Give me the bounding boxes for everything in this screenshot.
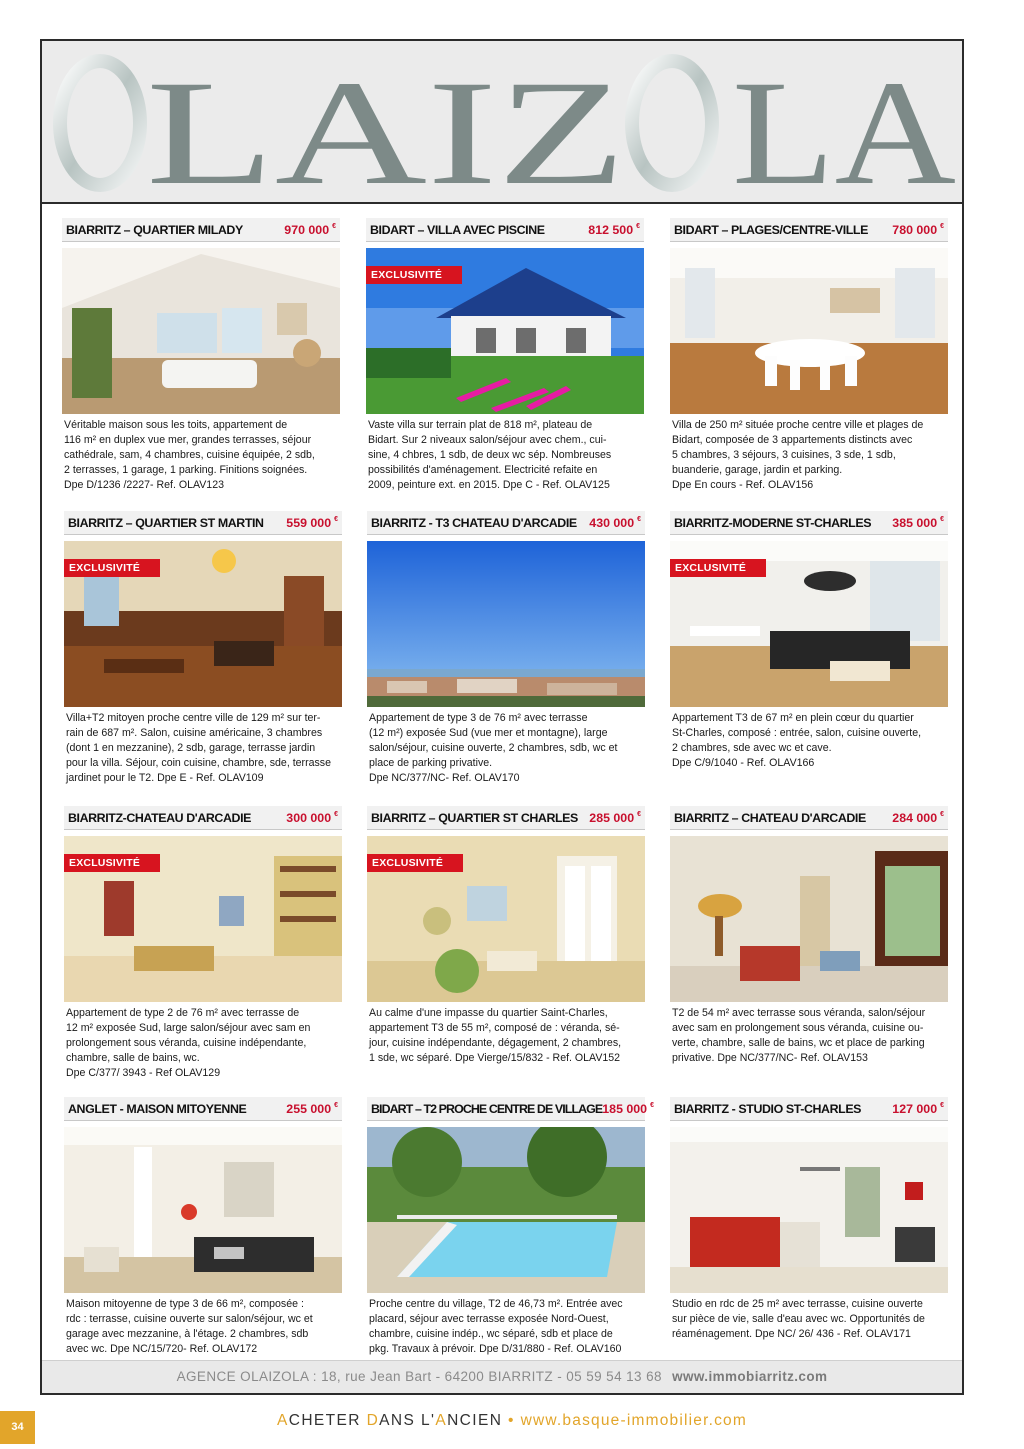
brand-header — [42, 41, 962, 204]
listing-card[interactable] — [64, 806, 342, 1081]
listing-card[interactable] — [64, 1097, 342, 1357]
listing-title: BIDART – PLAGES/CENTRE-VILLE — [674, 222, 868, 237]
listing-price: 300 000 € — [286, 810, 338, 825]
listing-title-bar — [62, 218, 340, 242]
property-photo[interactable] — [367, 836, 645, 1002]
listing-title: BIARRITZ – CHATEAU D'ARCADIE — [674, 810, 866, 825]
logo-ring-1 — [60, 61, 140, 185]
listing-description: Villa+T2 mitoyen proche centre ville de 129 m² sur ter- rain de 687 m². Salon, cuisine américaine, 3 chambres (dont 1 en mezzanine), 2 sdb, garage, terrasse jardin pour la villa. Séjour, coin cuisine, chambre, sde, terrasse jardinet pour le T2. Dpe E - Ref. OLAV109 — [66, 712, 331, 784]
agency-address: AGENCE OLAIZOLA : 18, rue Jean Bart - 64200 BIARRITZ - 05 59 54 13 68 — [176, 1369, 662, 1384]
listing-card[interactable] — [670, 1097, 948, 1342]
property-photo[interactable] — [64, 836, 342, 1002]
listing-title: BIDART – VILLA AVEC PISCINE — [370, 222, 545, 237]
listing-price: 430 000 € — [589, 515, 641, 530]
property-photo[interactable] — [670, 248, 948, 414]
listing-title-bar — [64, 1097, 342, 1121]
listing-price: 127 000 € — [892, 1101, 944, 1116]
property-photo[interactable] — [366, 248, 644, 414]
listing-title: BIARRITZ - STUDIO ST-CHARLES — [674, 1101, 862, 1116]
listing-title-bar — [64, 511, 342, 535]
listing-price: 285 000 € — [589, 810, 641, 825]
listing-title: BIARRITZ-CHATEAU D'ARCADIE — [68, 810, 251, 825]
listing-description: Villa de 250 m² située proche centre ville et plages de Bidart, composée de 3 appartements distincts avec 5 chambres, 3 séjours, 3 cuisines, 3 sde, 1 sdb, buanderie, garage, jardin et parking. Dpe En cours - Ref. OLAV156 — [672, 419, 924, 491]
listing-description: Véritable maison sous les toits, appartement de 116 m² en duplex vue mer, grandes terrasses, séjour cathédrale, sam, 4 chambres, cuisine équipée, 2 sdb, 2 terrasses, 1 garage, 1 parking. Finitions soignées. Dpe D/1236 /2227- Ref. OLAV123 — [64, 419, 315, 491]
listing-description: Vaste villa sur terrain plat de 818 m², plateau de Bidart. Sur 2 niveaux salon/séjour avec chem., cui- sine, 4 chbres, 1 sdb, de deux wc sép. Nombreuses possibilités d'aménagement. Electricité refaite en 2009, peinture ext. en 2015. Dpe C - Ref. OLAV125 — [368, 419, 612, 491]
exclusive-badge: EXCLUSIVITÉ — [64, 854, 160, 872]
listing-card[interactable] — [62, 218, 340, 493]
listing-title-bar — [670, 1097, 948, 1121]
exclusive-badge: EXCLUSIVITÉ — [367, 854, 463, 872]
property-photo[interactable] — [670, 836, 948, 1002]
listing-title: BIARRITZ - T3 CHATEAU D'ARCADIE — [371, 515, 577, 530]
listing-title: BIARRITZ-MODERNE ST-CHARLES — [674, 515, 872, 530]
property-photo[interactable] — [62, 248, 340, 414]
listing-card[interactable] — [366, 218, 644, 493]
listing-title-bar — [670, 511, 948, 535]
listing-description: Au calme d'une impasse du quartier Saint-Charles, appartement T3 de 55 m², composé de : véranda, sé- jour, cuisine indépendante, dégagement, 2 chambres, 1 sde, wc séparé. Dpe Vierge/15/832 - Ref. OLAV152 — [369, 1007, 622, 1064]
listing-description: Appartement T3 de 67 m² en plein cœur du quartier St-Charles, composé : entrée, salon, cuisine ouverte, 2 chambres, sde avec wc et cave. Dpe C/9/1040 - Ref. OLAV166 — [672, 712, 922, 769]
listing-description: Studio en rdc de 25 m² avec terrasse, cuisine ouverte sur pièce de vie, salle d'eau avec wc. Opportunités de réaménagement. Dpe NC/ 26/ 436 - Ref. OLAV171 — [672, 1298, 925, 1340]
logo-letters-la: LA — [732, 50, 956, 197]
exclusive-badge: EXCLUSIVITÉ — [366, 266, 462, 284]
listing-description: Appartement de type 2 de 76 m² avec terrasse de 12 m² exposée Sud, large salon/séjour avec sam en prolongement sous véranda, cuisine indépendante, chambre, salle de bains, wc. Dpe C/377/ 3943 - Ref OLAV129 — [66, 1007, 311, 1079]
listing-price: 185 000 € — [602, 1101, 654, 1116]
property-photo[interactable] — [64, 541, 342, 707]
logo-ring-2 — [632, 61, 712, 185]
exclusive-badge: EXCLUSIVITÉ — [64, 559, 160, 577]
listing-title-bar — [367, 1097, 654, 1121]
agency-contact-bar — [42, 1360, 962, 1393]
listing-title-bar — [64, 806, 342, 830]
listing-description: Appartement de type 3 de 76 m² avec terrasse (12 m²) exposée Sud (vue mer et montagne), large salon/séjour, cuisine ouverte, 2 chambres, sdb, wc et place de parking privative. Dpe NC/377/NC- Ref. OLAV170 — [369, 712, 618, 784]
listing-description: Proche centre du village, T2 de 46,73 m². Entrée avec placard, séjour avec terrasse exposée Nord-Ouest, chambre, cuisine indép., wc séparé, sdb et place de pkg. Travaux à prévoir. Dpe D/31/880 - Ref. OLAV160 — [369, 1298, 623, 1355]
listing-card[interactable] — [670, 511, 948, 771]
listing-title: BIARRITZ – QUARTIER ST CHARLES — [371, 810, 578, 825]
listing-title-bar — [366, 218, 644, 242]
listing-card[interactable] — [367, 1097, 654, 1357]
listing-price: 255 000 € — [286, 1101, 338, 1116]
listing-price: 970 000 € — [284, 222, 336, 237]
listing-price: 284 000 € — [892, 810, 944, 825]
listing-card[interactable] — [367, 806, 645, 1066]
property-photo[interactable] — [64, 1127, 342, 1293]
listing-description: Maison mitoyenne de type 3 de 66 m², composée : rdc : terrasse, cuisine ouverte sur salon/séjour, wc et garage avec mezzanine, à l'étage. 2 chambres, sdb avec wc. Dpe NC/15/720- Ref. OLAV172 — [66, 1298, 313, 1355]
listing-title: BIARRITZ – QUARTIER MILADY — [66, 222, 243, 237]
listing-card[interactable] — [670, 218, 948, 493]
olaizola-logo — [52, 45, 958, 197]
property-photo[interactable] — [367, 541, 645, 707]
footer-separator: • — [508, 1412, 515, 1429]
page-frame — [40, 39, 964, 1395]
listing-title: ANGLET - MAISON MITOYENNE — [68, 1101, 247, 1116]
property-photo[interactable] — [367, 1127, 645, 1293]
listing-price: 559 000 € — [286, 515, 338, 530]
listing-title-bar — [367, 511, 645, 535]
listing-card[interactable] — [367, 511, 645, 786]
listing-title-bar — [670, 218, 948, 242]
property-photo[interactable] — [670, 541, 948, 707]
listing-title-bar — [367, 806, 645, 830]
page-number: 34 — [0, 1411, 35, 1444]
listing-title-bar — [670, 806, 948, 830]
page-footer: ACHETER DANS L'ANCIEN • www.basque-immobilier.com — [276, 1412, 747, 1429]
listing-price: 780 000 € — [892, 222, 944, 237]
agency-website-link[interactable]: www.immobiarritz.com — [672, 1369, 828, 1384]
listing-price: 385 000 € — [892, 515, 944, 530]
listing-card[interactable] — [670, 806, 948, 1066]
listing-title: BIDART – T2 PROCHE CENTRE DE VILLAGE — [371, 1101, 603, 1116]
exclusive-badge: EXCLUSIVITÉ — [670, 559, 766, 577]
listing-description: T2 de 54 m² avec terrasse sous véranda, salon/séjour avec sam en prolongement sous véranda, cuisine ou- verte, chambre, salle de bains, wc et place de parking privative. Dpe NC/377/NC- Ref. OLAV153 — [672, 1007, 926, 1064]
property-photo[interactable] — [670, 1127, 948, 1293]
listing-price: 812 500 € — [588, 222, 640, 237]
listing-title: BIARRITZ – QUARTIER ST MARTIN — [68, 515, 264, 530]
footer-website-link[interactable]: www.basque-immobilier.com — [520, 1412, 747, 1429]
listing-card[interactable] — [64, 511, 342, 786]
logo-letters-laiz: LAIZ — [146, 50, 626, 197]
